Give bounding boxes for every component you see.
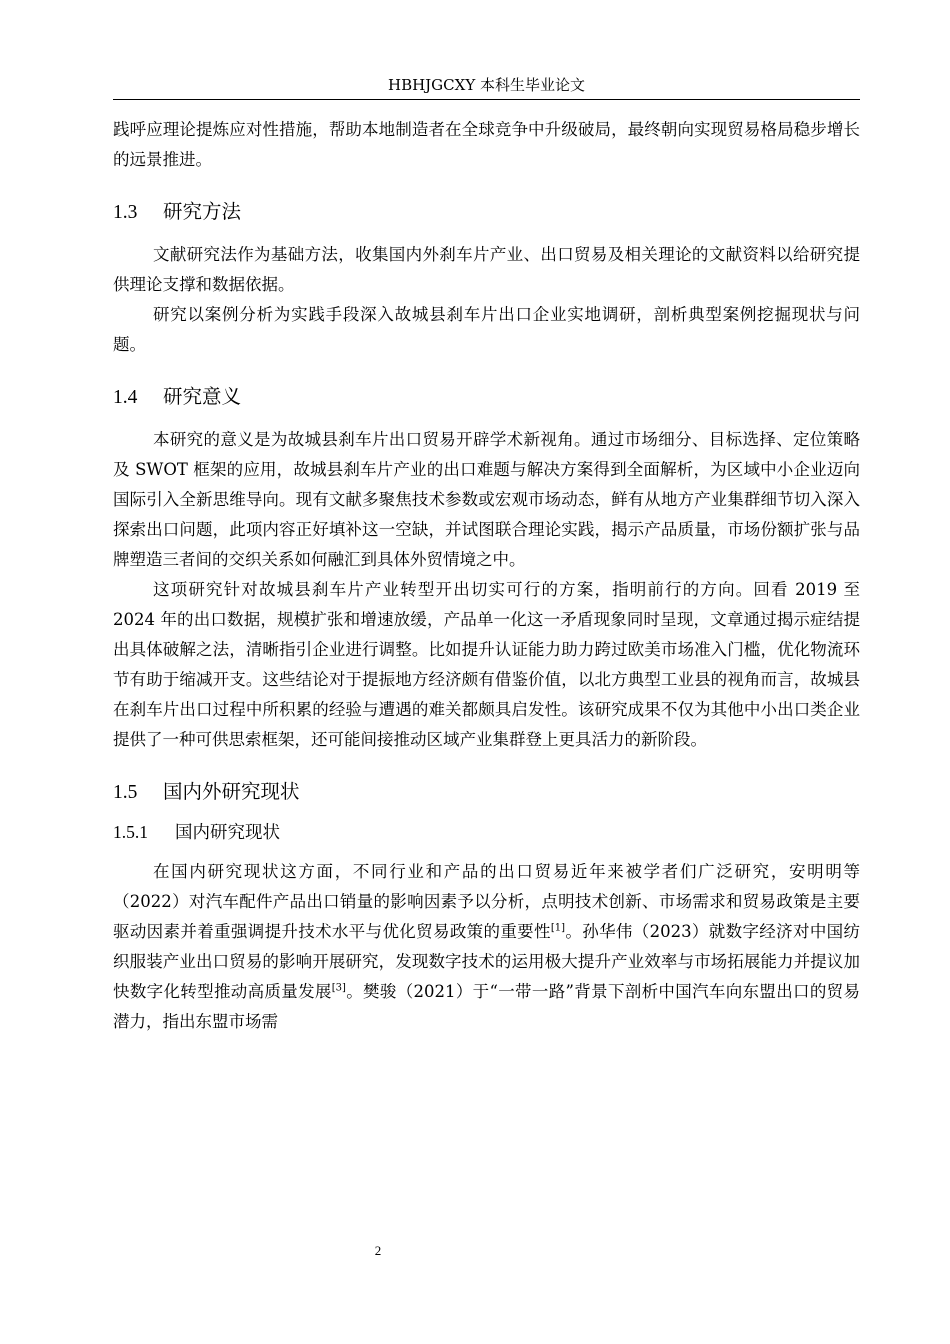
subsection-heading-1-5-1	[113, 818, 860, 847]
paragraph: 研究以案例分析为实践手段深入故城县刹车片出口企业实地调研，剖析典型案例挖掘现状与问题。	[113, 305, 860, 354]
paragraph: 本研究的意义是为故城县刹车片出口贸易开辟学术新视角。通过市场细分、目标选择、定位策略及 SWOT 框架的应用，故城县刹车片产业的出口难题与解决方案得到全面解析，为区域中小企业迈向国际引入全新思维导向。现有文献多聚焦技术参数或宏观市场动态，鲜有从地方产业集群细节切入深入探索出口问题，此项内容正好填补这一空缺，并试图联合理论实践，揭示产品质量，市场份额扩张与品牌塑造三者间的交织关系如何融汇到具体外贸情境之中。	[113, 430, 860, 569]
section-heading-1-4	[113, 382, 860, 413]
citation-marker[interactable]: [1]	[550, 922, 566, 934]
paragraph-continuation: 践呼应理论提炼应对性措施，帮助本地制造者在全球竞争中升级破局，最终朝向实现贸易格局稳步增长的远景推进。	[113, 120, 860, 169]
section-heading-1-5	[113, 777, 860, 808]
header-rule	[113, 99, 860, 100]
running-header: HBHJGCXY 本科生毕业论文	[387, 76, 585, 94]
paragraph: 这项研究针对故城县刹车片产业转型开出切实可行的方案，指明前行的方向。回看 2019 至 2024 年的出口数据，规模扩张和增速放缓，产品单一化这一矛盾现象同时呈现，文章通过揭示症结提出具体破解之法，清晰指引企业进行调整。比如提升认证能力助力跨过欧美市场准入门槛，优化物流环节有助于缩减开支。这些结论对于提振地方经济颇有借鉴价值，以北方典型工业县的视角而言，故城县在刹车片出口过程中所积累的经验与遭遇的难关都颇具启发性。该研究成果不仅为其他中小出口类企业提供了一种可供思索框架，还可能间接推动区域产业集群登上更具活力的新阶段。	[113, 580, 860, 749]
paragraph: 文献研究法作为基础方法，收集国内外刹车片产业、出口贸易及相关理论的文献资料以给研究提供理论支撑和数据依据。	[113, 245, 860, 294]
paragraph-text: 在国内研究现状这方面，不同行业和产品的出口贸易近年来被学者们广泛研究，安明明等（2022）对汽车配件产品出口销量的影响因素予以分析，点明技术创新、市场需求和贸易政策是主要驱动因素并着重强调提升技术水平与优化贸易政策的重要性	[113, 862, 860, 941]
citation-marker[interactable]: [3]	[331, 982, 346, 994]
section-heading-1-3	[113, 197, 860, 228]
section-title: 国内外研究现状	[163, 780, 300, 803]
subsection-title: 国内研究现状	[175, 823, 280, 843]
paragraph-text: 。孙华伟（2023）就数字经济对中国纺织服装产业出口贸易的影响开展研究，发现数字技术的运用极大提升产业效率与市场拓展能力并提议加快数字化转型推动高质量发展	[113, 922, 860, 1001]
section-title: 研究意义	[163, 385, 242, 408]
paragraph	[113, 857, 860, 1037]
paragraph-text: 。樊骏（2021）于“一带一路”背景下剖析中国汽车向东盟出口的贸易潜力，指出东盟市场需	[113, 982, 860, 1031]
section-title: 研究方法	[163, 200, 242, 223]
page-content	[113, 115, 860, 1037]
page-number: 2	[374, 1243, 382, 1258]
section-number: 1.5	[113, 782, 138, 803]
subsection-number: 1.5.1	[113, 822, 148, 842]
section-number: 1.3	[113, 202, 138, 223]
section-number: 1.4	[113, 387, 138, 408]
